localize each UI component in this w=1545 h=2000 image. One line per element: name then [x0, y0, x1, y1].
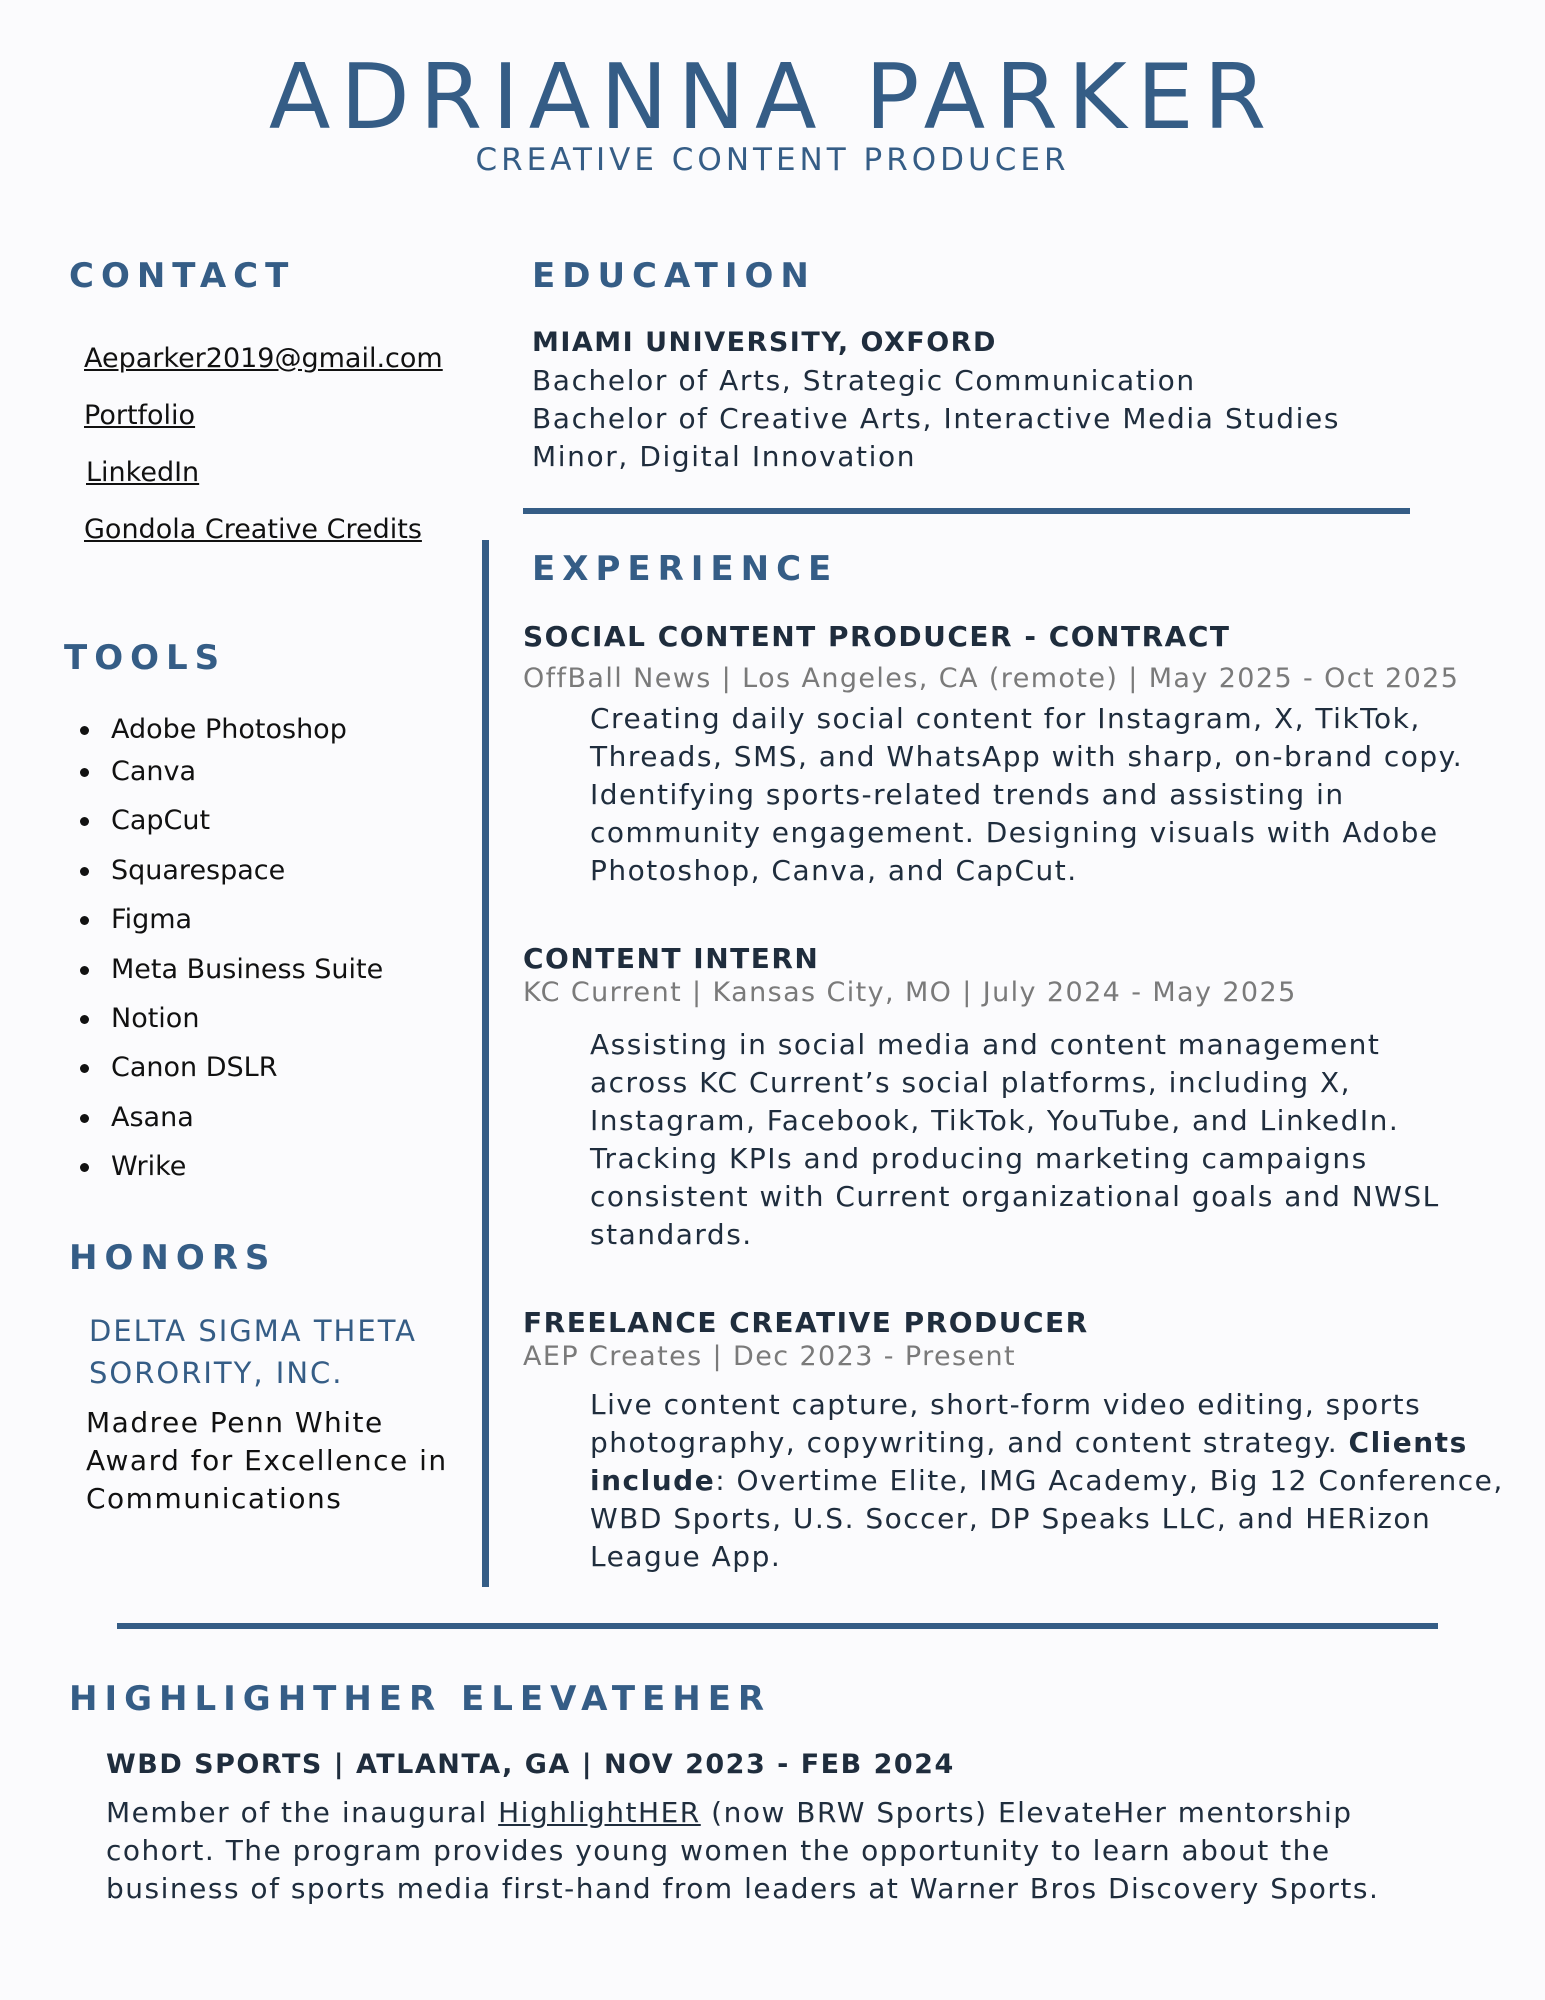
honors-heading: HONORS: [69, 1238, 277, 1278]
job-description: Live content capture, short-form video editing, sports photography, copywriting, and content strategy. Clients include: Overtime Elite, IMG Academy, Big 12 Conference, WBD Sports, U.S. Soccer, DP Speaks LLC, and HERizon League App.: [590, 1388, 1504, 1573]
highlighther-description: Member of the inaugural HighlightHER (now BRW Sports) ElevateHer mentorship cohort. The program provides young women the opportunity to learn about the business of sports media first-hand from leaders at Warner Bros Discovery Sports.: [106, 1796, 1380, 1905]
portfolio-link[interactable]: Portfolio: [84, 400, 196, 431]
tools-heading: TOOLS: [64, 638, 227, 678]
bullet-icon: [80, 966, 89, 975]
job-title: FREELANCE CREATIVE PRODUCER: [523, 1306, 1089, 1339]
job-description: Assisting in social media and content management across KC Current’s social platforms, including X, Instagram, Facebook, TikTok, YouTube, and LinkedIn. Tracking KPIs and producing marketing campaigns consistent with Current organizational goals and NWSL standards.: [590, 1028, 1440, 1251]
bullet-icon: [80, 768, 89, 777]
bullet-icon: [80, 1015, 89, 1024]
highlighther-link[interactable]: HighlightHER: [498, 1796, 701, 1829]
tools-list: [111, 0, 491, 1200]
list-item: Asana: [111, 1101, 194, 1135]
highlighther-meta: WBD SPORTS | ATLANTA, GA | NOV 2023 - FEB 2024: [106, 1749, 955, 1780]
list-item: Canon DSLR: [111, 1051, 277, 1085]
list-item: Notion: [111, 1002, 199, 1036]
list-item: Figma: [111, 903, 192, 937]
bullet-icon: [80, 867, 89, 876]
list-item: Adobe Photoshop: [111, 713, 347, 747]
experience-heading: EXPERIENCE: [532, 549, 839, 589]
list-item: Meta Business Suite: [111, 953, 383, 987]
honor-organization: DELTA SIGMA THETA SORORITY, INC.: [89, 1314, 417, 1390]
bullet-icon: [80, 1064, 89, 1073]
job-description: Creating daily social content for Instagram, X, TikTok, Threads, SMS, and WhatsApp with sharp, on-brand copy. Identifying sports-related trends and assisting in community engagement. Designing visuals with Adobe Photoshop, Canva, and CapCut.: [590, 702, 1464, 887]
job-meta: KC Current | Kansas City, MO | July 2024 - May 2025: [523, 977, 1297, 1008]
job-title: CONTENT INTERN: [523, 942, 820, 975]
job-title: SOCIAL CONTENT PRODUCER - CONTRACT: [523, 620, 1231, 653]
contact-heading: CONTACT: [69, 256, 296, 296]
job-meta: OffBall News | Los Angeles, CA (remote) | May 2025 - Oct 2025: [523, 663, 1460, 694]
school-name: MIAMI UNIVERSITY, OXFORD: [532, 327, 997, 358]
honor-award: Madree Penn White Award for Excellence in Communications: [86, 1406, 448, 1515]
education-heading: EDUCATION: [532, 256, 816, 296]
degree-line: Bachelor of Creative Arts, Interactive Media Studies: [532, 402, 1341, 435]
column-divider: [482, 540, 489, 1587]
resume-title: CREATIVE CONTENT PRODUCER: [475, 142, 1070, 178]
list-item: Canva: [111, 755, 196, 789]
gondola-credits-link[interactable]: Gondola Creative Credits: [84, 514, 422, 545]
bullet-icon: [80, 916, 89, 925]
highlighther-heading: HIGHLIGHTHER ELEVATEHER: [69, 1679, 772, 1719]
list-item: CapCut: [111, 804, 210, 838]
job-meta: AEP Creates | Dec 2023 - Present: [523, 1341, 1016, 1372]
bullet-icon: [80, 1114, 89, 1123]
resume-name: ADRIANNA PARKER: [268, 45, 1277, 150]
bullet-icon: [80, 817, 89, 826]
list-item: Squarespace: [111, 854, 285, 888]
degree-line: Minor, Digital Innovation: [532, 440, 917, 473]
bullet-icon: [80, 726, 89, 735]
linkedin-link[interactable]: LinkedIn: [86, 457, 200, 488]
education-divider: [523, 508, 1410, 514]
email-link[interactable]: Aeparker2019@gmail.com: [84, 343, 443, 374]
section-divider: [117, 1623, 1438, 1629]
bullet-icon: [80, 1163, 89, 1172]
degree-line: Bachelor of Arts, Strategic Communication: [532, 364, 1196, 397]
list-item: Wrike: [111, 1150, 186, 1184]
